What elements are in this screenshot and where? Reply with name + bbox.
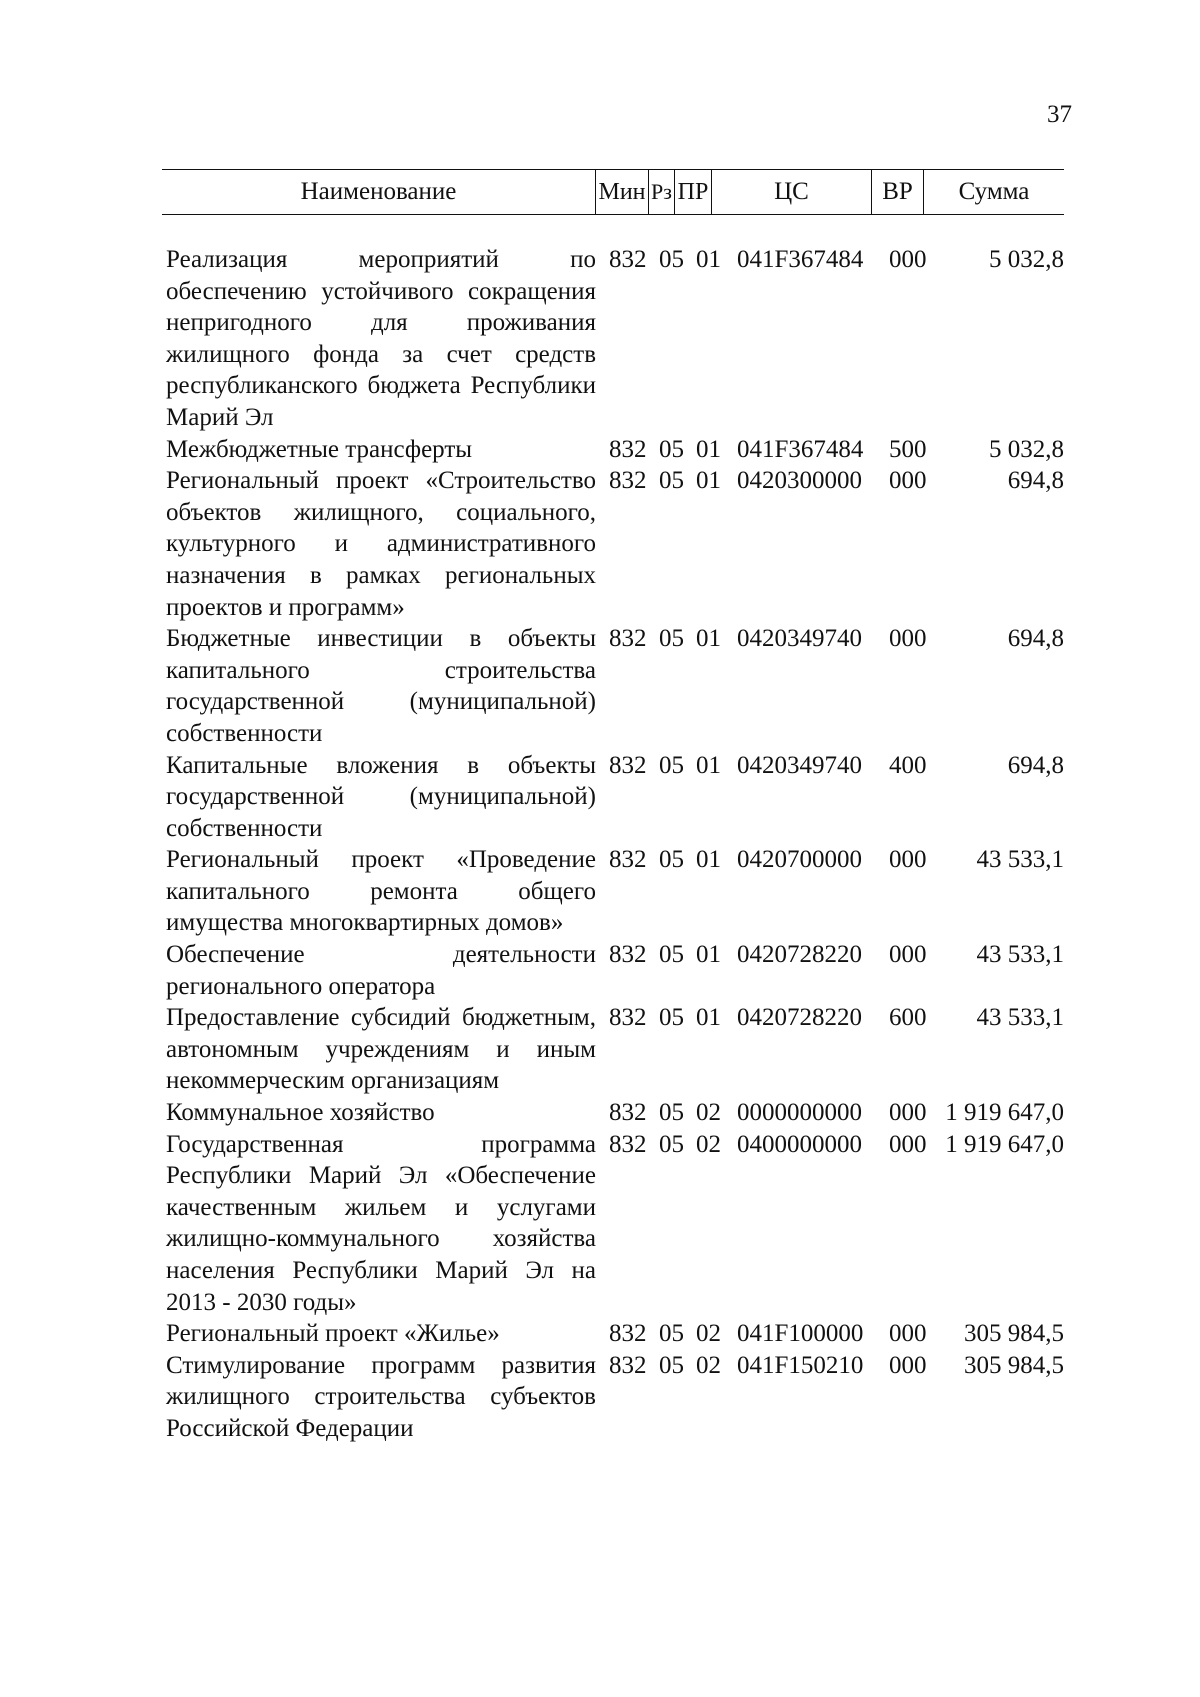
header-rz: Рз [648, 170, 674, 214]
row-sum: 1 919 647,0 [945, 1130, 1064, 1158]
header-cs: ЦС [712, 170, 872, 214]
table-row [166, 939, 1064, 1002]
row-sum: 43 533,1 [976, 941, 1064, 969]
row-vr: 400 [889, 751, 927, 779]
table-row [166, 1318, 1064, 1350]
row-codes [609, 244, 939, 276]
row-codes [609, 939, 939, 971]
row-min: 832 [609, 435, 647, 463]
row-cs: 0420300000 [737, 467, 862, 495]
row-sum: 694,8 [1007, 467, 1064, 495]
table-body [166, 244, 1064, 1445]
row-pr: 01 [696, 625, 721, 653]
row-sum: 5 032,8 [989, 246, 1064, 273]
row-cs: 0420728220 [737, 1004, 862, 1032]
row-cs: 0420349740 [737, 625, 862, 653]
row-codes [609, 434, 939, 466]
row-pr: 01 [696, 1004, 721, 1032]
row-name: Предоставление субсидий бюджетным, автономным учреждениям и иным некоммерческим организациям [166, 1004, 596, 1095]
row-vr: 000 [889, 1099, 927, 1127]
table-row [166, 1002, 1064, 1097]
row-rz: 05 [659, 246, 684, 273]
table-row [166, 844, 1064, 939]
row-rz: 05 [659, 1130, 684, 1158]
row-name: Капитальные вложения в объекты государственной (муниципальной) собственности [166, 751, 596, 842]
row-rz: 05 [659, 1351, 684, 1379]
row-rz: 05 [659, 1320, 684, 1348]
row-sum: 305 984,5 [964, 1351, 1064, 1379]
row-codes [609, 1097, 939, 1129]
row-min: 832 [609, 246, 647, 273]
row-codes [609, 1002, 939, 1034]
row-pr: 02 [696, 1130, 721, 1158]
row-rz: 05 [659, 751, 684, 779]
row-vr: 000 [889, 1351, 927, 1379]
row-rz: 05 [659, 467, 684, 495]
row-codes [609, 623, 939, 655]
row-vr: 000 [889, 846, 927, 874]
row-pr: 01 [696, 467, 721, 495]
row-name: Региональный проект «Жилье» [166, 1320, 500, 1348]
row-sum: 305 984,5 [964, 1320, 1064, 1348]
row-vr: 600 [889, 1004, 927, 1032]
row-min: 832 [609, 625, 647, 653]
row-name: Обеспечение деятельности регионального оператора [166, 941, 596, 1000]
row-rz: 05 [659, 625, 684, 653]
row-min: 832 [609, 941, 647, 969]
row-cs: 0420700000 [737, 846, 862, 874]
row-pr: 02 [696, 1320, 721, 1348]
row-min: 832 [609, 846, 647, 874]
row-cs: 0420728220 [737, 941, 862, 969]
row-rz: 05 [659, 1099, 684, 1127]
row-pr: 01 [696, 751, 721, 779]
row-codes [609, 1350, 939, 1382]
row-cs: 041F367484 [737, 246, 864, 273]
row-name: Реализация мероприятий по обеспечению устойчивого сокращения непригодного для проживания жилищного фонда за счет средств республиканского бюджета Республики Марий Эл [166, 246, 596, 431]
row-name: Государственная программа Республики Марий Эл «Обеспечение качественным жильем и услугами жилищно-коммунального хозяйства населения Республики Марий Эл на 2013 - 2030 годы» [166, 1130, 596, 1316]
table-row [166, 244, 1064, 434]
table-row [166, 1129, 1064, 1319]
row-vr: 000 [889, 625, 927, 653]
row-vr: 000 [889, 941, 927, 969]
row-pr: 02 [696, 1351, 721, 1379]
table-row [166, 1350, 1064, 1445]
table-row [166, 1097, 1064, 1129]
row-name: Коммунальное хозяйство [166, 1099, 435, 1127]
table-header [162, 169, 1064, 215]
row-name: Стимулирование программ развития жилищного строительства субъектов Российской Федерации [166, 1351, 596, 1442]
row-min: 832 [609, 1130, 647, 1158]
table-row [166, 465, 1064, 623]
row-pr: 01 [696, 846, 721, 874]
row-cs: 0420349740 [737, 751, 862, 779]
header-min: Мин [595, 170, 648, 214]
row-name: Региональный проект «Проведение капитального ремонта общего имущества многоквартирных домов» [166, 846, 596, 937]
row-vr: 000 [889, 1320, 927, 1348]
row-vr: 000 [889, 1130, 927, 1158]
table-row [166, 750, 1064, 845]
header-vr: ВР [872, 170, 924, 214]
header-sum: Сумма [958, 178, 1030, 205]
row-min: 832 [609, 1320, 647, 1348]
row-pr: 01 [696, 246, 721, 273]
row-codes [609, 844, 939, 876]
row-min: 832 [609, 467, 647, 495]
table-row [166, 434, 1064, 466]
header-pr: ПР [674, 170, 712, 214]
row-sum: 694,8 [1007, 625, 1064, 653]
row-rz: 05 [659, 941, 684, 969]
row-rz: 05 [659, 435, 684, 463]
row-cs: 041F100000 [737, 1320, 864, 1348]
row-rz: 05 [659, 846, 684, 874]
row-pr: 02 [696, 1099, 721, 1127]
row-codes [609, 750, 939, 782]
row-vr: 000 [889, 246, 927, 273]
page-number: 37 [1047, 101, 1072, 128]
row-cs: 041F367484 [737, 435, 864, 463]
table-row [166, 623, 1064, 749]
row-vr: 000 [889, 467, 927, 495]
row-name: Бюджетные инвестиции в объекты капитального строительства государственной (муниципальной) собственности [166, 625, 596, 747]
row-vr: 500 [889, 435, 927, 463]
row-min: 832 [609, 1099, 647, 1127]
row-cs: 0400000000 [737, 1130, 862, 1158]
row-name: Региональный проект «Строительство объектов жилищного, социального, культурного и административного назначения в рамках региональных проектов и программ» [166, 467, 596, 621]
row-rz: 05 [659, 1004, 684, 1032]
row-codes [609, 1318, 939, 1350]
row-sum: 43 533,1 [976, 846, 1064, 874]
row-sum: 1 919 647,0 [945, 1099, 1064, 1127]
row-min: 832 [609, 1351, 647, 1379]
row-cs: 041F150210 [737, 1351, 864, 1379]
header-name: Наименование [300, 178, 457, 205]
row-sum: 43 533,1 [976, 1004, 1064, 1032]
row-codes [609, 465, 939, 497]
row-codes [609, 1129, 939, 1161]
row-name: Межбюджетные трансферты [166, 435, 473, 463]
row-min: 832 [609, 1004, 647, 1032]
row-sum: 5 032,8 [989, 435, 1064, 463]
row-cs: 0000000000 [737, 1099, 862, 1127]
row-min: 832 [609, 751, 647, 779]
row-sum: 694,8 [1007, 751, 1064, 779]
row-pr: 01 [696, 941, 721, 969]
row-pr: 01 [696, 435, 721, 463]
